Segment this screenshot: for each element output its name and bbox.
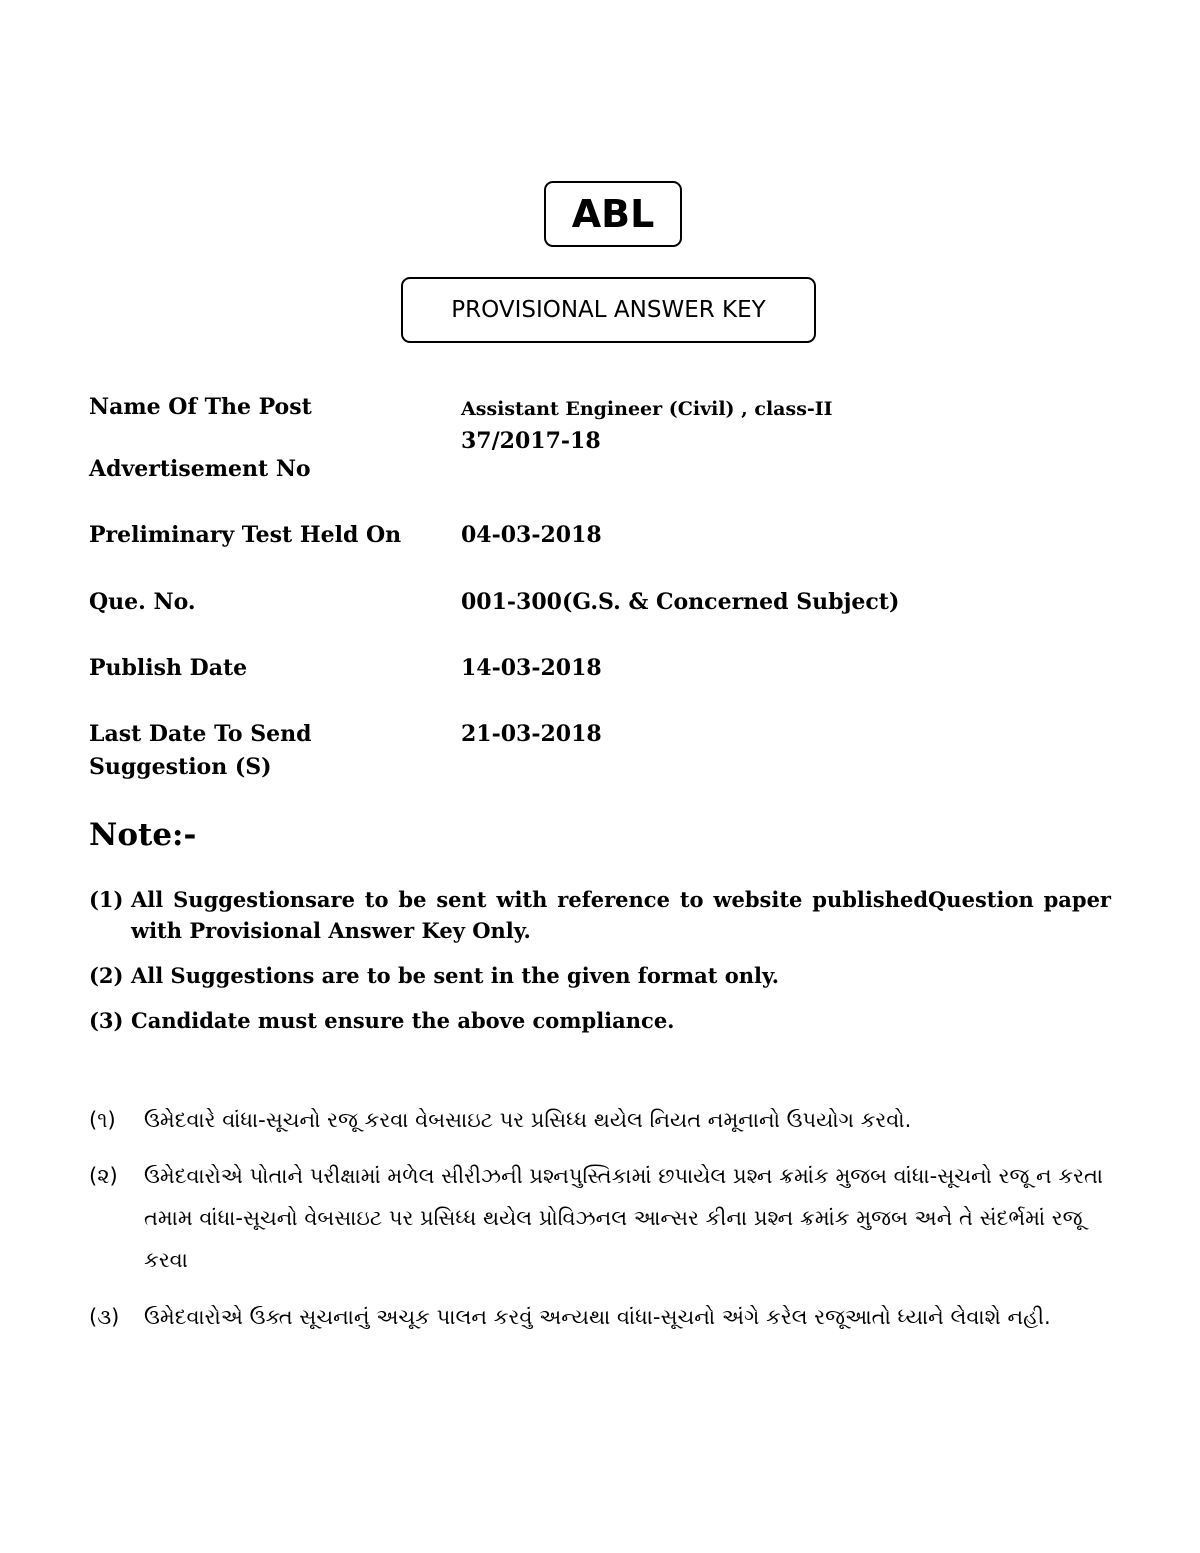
gujarati-note-number: (૧) [89, 1108, 116, 1132]
series-code-box [544, 181, 682, 247]
gujarati-note-3 [89, 1296, 1119, 1338]
post-label: Name Of The Post [89, 394, 312, 420]
que-no-value: 001-300(G.S. & Concerned Subject) [461, 589, 900, 615]
gujarati-note-number: (૨) [89, 1164, 118, 1188]
gujarati-note-text: ઉમેદવારે વાંધા-સૂચનો રજૂ કરવા વેબસાઇટ પર પ્રસિધ્ધ થયેલ નિયત નમૂનાનો ઉપયોગ કરવો. [144, 1108, 912, 1132]
note-heading: Note:- [89, 817, 197, 853]
que-no-label: Que. No. [89, 589, 196, 615]
test-date-value: 04-03-2018 [461, 522, 602, 548]
last-date-value: 21-03-2018 [461, 721, 602, 747]
last-date-label-line1: Last Date To Send [89, 721, 312, 747]
note-item-number: (1) [89, 887, 124, 912]
gujarati-note-text: ઉમેદવારોએ પોતાને પરીક્ષામાં મળેલ સીરીઝની પ્રશ્નપુસ્તિકામાં છપાયેલ પ્રશ્ન ક્રમાંક મુજબ વાંધા-સૂચનો રજૂ ન કરતા તમામ વાંધા-સૂચનો વેબસાઇટ પર પ્રસિધ્ધ થયેલ પ્રોવિઝનલ આન્સર કીના પ્રશ્ન ક્રમાંક મુજબ અને તે સંદર્ભમાં રજૂ કરવા [144, 1164, 1104, 1272]
gujarati-note-2 [89, 1155, 1119, 1281]
publish-date-value: 14-03-2018 [461, 655, 602, 681]
page-title: PROVISIONAL ANSWER KEY [451, 297, 766, 323]
gujarati-note-text: ઉમેદવારોએ ઉક્ત સૂચનાનું અચૂક પાલન કરવું અન્યથા વાંધા-સૂચનો અંગે કરેલ રજૂઆતો ધ્યાને લેવાશે નહી. [144, 1305, 1051, 1329]
note-item-text: All Suggestionsare to be sent with reference to website publishedQuestion paper with Provisional Answer Key Only. [131, 887, 1111, 943]
series-code: ABL [571, 192, 655, 236]
note-item-text: Candidate must ensure the above compliance. [131, 1008, 675, 1033]
note-item-number: (2) [89, 963, 124, 988]
test-date-label: Preliminary Test Held On [89, 522, 402, 548]
note-item-number: (3) [89, 1008, 124, 1033]
post-value: Assistant Engineer (Civil) , class-II [461, 398, 833, 420]
gujarati-note-number: (૩) [89, 1305, 120, 1329]
note-item-1 [89, 884, 1111, 946]
note-item-text: All Suggestions are to be sent in the given format only. [131, 963, 780, 988]
title-box [401, 277, 816, 343]
publish-date-label: Publish Date [89, 655, 248, 681]
gujarati-note-1 [89, 1099, 1119, 1141]
last-date-label-line2: Suggestion (S) [89, 754, 272, 780]
advertisement-value: 37/2017-18 [461, 428, 601, 454]
note-item-3 [89, 1005, 1111, 1036]
note-item-2 [89, 960, 1111, 991]
advertisement-label: Advertisement No [89, 456, 311, 482]
